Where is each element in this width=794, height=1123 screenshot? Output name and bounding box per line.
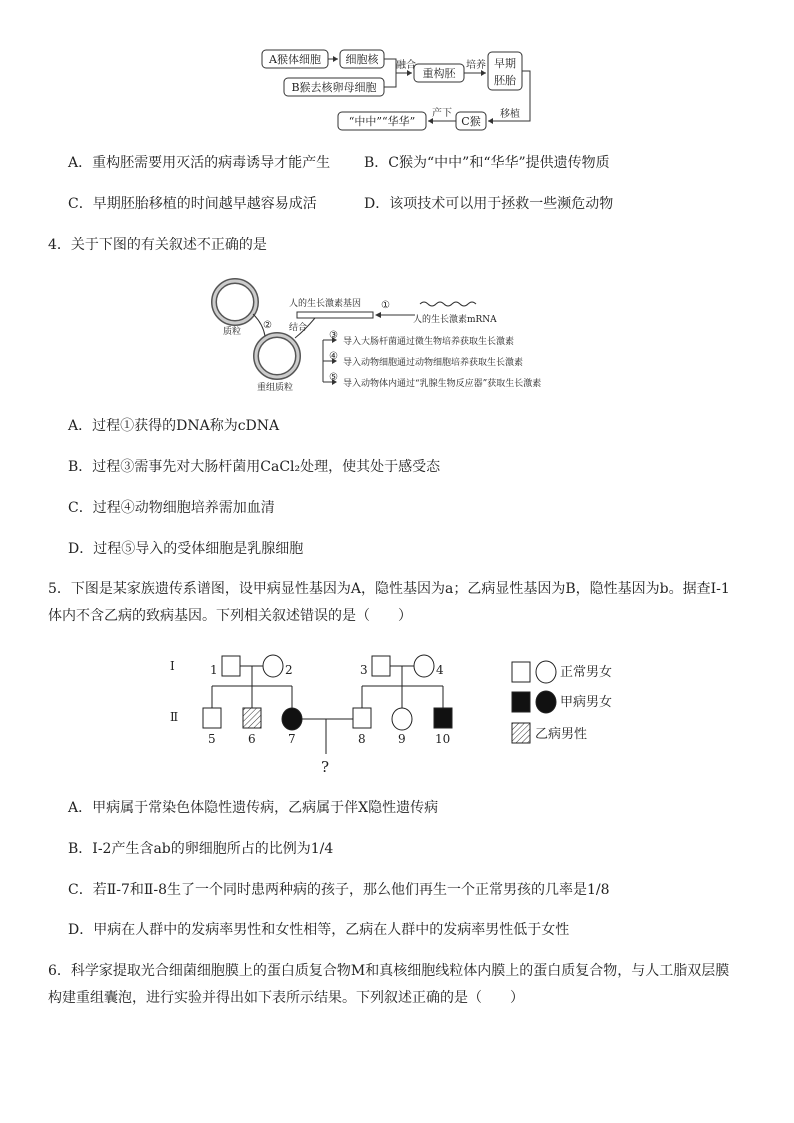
q3-option-a: A．重构胚需要用灭活的病毒诱导才能产生	[68, 155, 331, 171]
q4-option-b: B．过程③需事先对大肠杆菌用CaCl₂处理，使其处于感受态	[68, 459, 441, 475]
step5-text: 导入动物体内通过“乳腺生物反应器”获取生长激素	[343, 379, 542, 389]
member-1: 1	[210, 663, 218, 677]
q5-stem-line1: 5．下图是某家族遗传系谱图，设甲病显性基因为A，隐性基因为a；乙病显性基因为B，隐性基因为b。据查Ⅰ-1	[48, 581, 730, 597]
member-8: 8	[358, 732, 366, 746]
pedigree-chart	[160, 646, 630, 776]
q3-option-d: D．该项技术可以用于拯救一些濒危动物	[364, 196, 614, 212]
step4-text: 导入动物细胞通过动物细胞培养获取生长激素	[343, 358, 524, 368]
q5-option-c: C．若Ⅱ-7和Ⅱ-8生了一个同时患两种病的孩子，那么他们再生一个正常男孩的几率是1/8	[68, 882, 610, 898]
unknown-child: ?	[321, 758, 330, 776]
mrna-label: 人的生长激素mRNA	[413, 315, 497, 325]
q4-option-a: A．过程①获得的DNA称为cDNA	[68, 418, 280, 434]
q4-stem: 4．关于下图的有关叙述不正确的是	[48, 237, 267, 253]
member-9: 9	[398, 732, 406, 746]
q3-option-c: C．早期胚胎移植的时间越早越容易成活	[68, 196, 317, 212]
q6-stem-line2: 构建重组囊泡，进行实验并得出如下表所示结果。下列叙述正确的是（ ）	[48, 990, 524, 1006]
member-5: 5	[208, 732, 216, 746]
q5-option-b: B．Ⅰ-2产生含ab的卵细胞所占的比例为1/4	[68, 841, 334, 857]
legend-disease-jia: 甲病男女	[560, 695, 613, 710]
recombinant-label: 重组质粒	[257, 383, 294, 393]
step1-label: ①	[381, 300, 390, 311]
member-6: 6	[248, 732, 256, 746]
member-2: 2	[285, 663, 293, 677]
member-4: 4	[436, 663, 444, 677]
box-result-text: “中中”“华华”	[348, 115, 416, 128]
genetic-engineering-diagram	[205, 278, 595, 396]
q4-option-d: D．过程⑤导入的受体细胞是乳腺细胞	[68, 541, 304, 557]
member-3: 3	[360, 663, 368, 677]
gene-label: 人的生长激素基因	[289, 299, 362, 309]
step2-label: ②	[263, 320, 272, 331]
legend-disease-yi: 乙病男性	[535, 727, 588, 742]
combine-label: 结合	[289, 323, 308, 333]
birth-label: 产下	[432, 108, 452, 119]
box-embryo-text: 重构胚	[422, 67, 456, 80]
step4-label: ④	[329, 351, 338, 362]
member-10: 10	[435, 732, 451, 746]
box-c-text: C猴	[461, 115, 481, 128]
generation-i: Ⅰ	[170, 659, 175, 673]
box-nucleus-text: 细胞核	[345, 53, 379, 66]
q4-option-c: C．过程④动物细胞培养需加血清	[68, 500, 275, 516]
q6-stem-line1: 6．科学家提取光合细菌细胞膜上的蛋白质复合物M和真核细胞线粒体内膜上的蛋白质复合物，与人工脂双层膜	[48, 963, 730, 979]
q3-option-b: B．C猴为“中中”和“华华”提供遗传物质	[364, 155, 610, 171]
q5-option-d: D．甲病在人群中的发病率男性和女性相等，乙病在人群中的发病率男性低于女性	[68, 922, 570, 938]
plasmid-label: 质粒	[223, 327, 242, 337]
generation-ii: Ⅱ	[170, 710, 179, 724]
box-a-text: A猴体细胞	[269, 53, 321, 66]
legend-normal: 正常男女	[560, 665, 613, 680]
step5-label: ⑤	[329, 372, 338, 383]
box-early-text-2: 胚胎	[494, 74, 516, 87]
box-b-text: B猴去核卵母细胞	[291, 81, 377, 94]
member-7: 7	[288, 732, 296, 746]
step3-text: 导入大肠杆菌通过微生物培养获取生长激素	[343, 337, 515, 347]
q5-stem-line2: 体内不含乙病的致病基因。下列相关叙述错误的是（ ）	[48, 608, 412, 624]
cloning-flow-diagram	[250, 44, 550, 136]
step3-label: ③	[329, 330, 338, 341]
box-early-text-1: 早期	[494, 57, 516, 70]
fuse-label: 融合	[396, 60, 416, 71]
q5-option-a: A．甲病属于常染色体隐性遗传病，乙病属于伴X隐性遗传病	[68, 800, 439, 816]
culture-label: 培养	[466, 60, 486, 71]
transplant-label: 移植	[500, 109, 520, 120]
